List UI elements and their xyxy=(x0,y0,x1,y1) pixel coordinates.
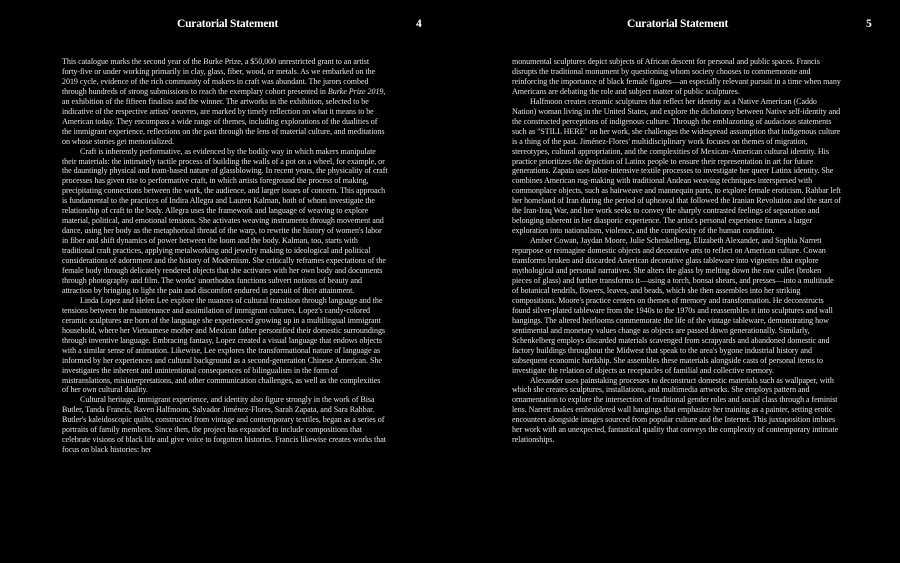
paragraph: Linda Lopez and Helen Lee explore the nuances of cultural transition through language and the tensions between the maintenance and assimilation of immigrant cultures. Lopez's candy-colored ceramic sculptures are born of the language she experienced growing up in a multilingual immigrant household, where her Vietnamese mother and Mexican father personified their domestic surroundings through inventive language. Embracing fantasy, Lopez created a visual language that endows objects with a similar sense of animation. Likewise, Lee explores the transformational nature of language as informed by her experiences and cultural background as a second-generation Chinese American. She investigates the inherent and unintentional consequences of bilingualism in the form of mistranslations, misinterpretations, and other communication challenges, as well as the complexities of her own cultural duality. xyxy=(62,295,386,395)
page-number: 4 xyxy=(416,18,422,30)
paragraph: Halfmoon creates ceramic sculptures that reflect her identity as a Native American (Caddo Nation) woman living in the United States, and explore the dichotomy between Native self-identity and the constructed perceptions of indigenous culture. Through the emblazoning of audacious statements such as "STILL HERE" on her work, she challenges the widespread assumption that indigenous culture is a thing of the past. Jiménez-Flores' multidisciplinary work focuses on themes of migration, stereotypes, cultural appropriation, and the complexities of Mexican-American cultural identity. His practice prioritizes the depiction of Latinx people to ensure their representation in art for future generations. Zapata uses labor-intensive textile processes to investigate her queer Latinx identity. She combines American rug-making with traditional Andean weaving techniques interspersed with commonplace objects, such as hairweave and mannequin parts, to explore female eroticism. Rahbar left her homeland of Iran during the period of upheaval that followed the Iranian Revolution and the start of the Iran-Iraq War, and her work seeks to convey the sharply contrasted feelings of separation and belonging inherent in her diasporic experience. The artist's personal experience frames a larger exploration into nationalism, violence, and the complexity of the human condition. xyxy=(512,96,841,236)
paragraph: Amber Cowan, Jaydan Moore, Julie Schenkelberg, Elizabeth Alexander, and Sophia Narrett repurpose or reimagine domestic objects and decorative arts to reflect on American culture. Cowan transforms broken and discarded American decorative glass tableware into vignettes that explore mythological and personal narratives. She alters the glass by melting down the raw cullet (broken pieces of glass) and further transforms it—using a torch, bonsai shears, and presses—into a multitude of botanical tendrils, flowers, leaves, and beads, which she then assembles into her striking compositions. Moore's practice centers on themes of memory and transformation. He deconstructs found silver-plated tableware from the 1940s to the 1970s and reassembles it into sculptures and wall hangings. The altered heirlooms commemorate the life of the vintage tableware, demonstrating how sentimental and monetary values change as objects are passed down generationally. Similarly, Schenkelberg employs discarded materials scavenged from scrapyards and abandoned domestic and factory buildings throughout the Midwest that speak to the area's bygone industrial history and subsequent economic hardship. She assembles these materials alongside casts of personal items to investigate the relation of objects as receptacles of familial and collective memory. xyxy=(512,236,834,375)
body-text xyxy=(62,57,388,455)
paragraph-text: , an exhibition of the fifteen finalists and the winner. The artworks in the exhibition, selected to be indicative of the respective artists' oeuvres, are marked by timely reflection on what it means to be American today. They encompass a wide range of themes, including explorations of the dualities of the immigrant experience, reflections on the past through the lens of material culture, and meditations on whose stories get memorialized. xyxy=(62,86,386,146)
paragraph: monumental sculptures depict subjects of African descent for personal and public spaces. Francis disrupts the traditional monument by questioning whom society chooses to commemorate and reinforcing the importance of black female figures—an especially relevant pursuit in a time when many Americans are debating the role and subject matter of public sculptures. xyxy=(512,57,841,96)
body-text xyxy=(512,57,842,445)
running-head: Curatorial Statement xyxy=(177,18,279,30)
right-page xyxy=(450,0,900,563)
paragraph-text: This catalogue marks the second year of the Burke Prize, a $50,000 unrestricted grant to an artist forty-five or under working primarily in clay, glass, fiber, wood, or metals. As we embarked on the 2019 cycle, evidence of the rich community of makers in craft was abundant. The jurors combed through hundreds of strong submissions to reach the exemplary cohort presented in xyxy=(62,57,376,96)
paragraph: Craft is inherently performative, as evidenced by the bodily way in which makers manipulate their materials: the intimately tactile process of building the walls of a pot on a wheel, for example, or the dauntingly physical and team-based nature of glassblowing. In recent years, the physicality of craft processes has given rise to performative craft, in which artists foreground the process of making, precipitating connections between the work, the audience, and larger issues of concern. This approach is fundamental to the practices of Indira Allegra and Lauren Kalman, both of whom investigate the relationship of craft to the body. Allegra uses the framework and language of weaving to explore material, political, and emotional tensions. She activates weaving instruments through movement and dance, using her body as the metaphorical thread of the warp, to rewrite the history of women's labor in fiber and shift dynamics of power between the loom and the body. Kalman, too, starts with traditional craft practices, applying metalworking and jewelry making to ideological and political considerations of adornment and the history of Modernism. She critically reframes expectations of the female body through delicately rendered objects that she activates with her own body and documents through photography and film. The works' unorthodox functions subvert notions of beauty and attraction by bringing to light the pain and discomfort endured in pursuit of their attainment. xyxy=(62,146,388,295)
paragraph: Alexander uses painstaking processes to deconstruct domestic materials such as wallpaper, with which she creates sculptures, installations, and multimedia artworks. She employs pattern and ornamentation to explore the intersection of traditional gender roles and social class through a feminist lens. Narrett makes embroidered wall hangings that emphasize her training as a painter, setting erotic encounters alongside images sourced from popular culture and the Internet. This juxtaposition imbues her work with an unexpected, fantastical quality that conveys the complexity of contemporary intimate relationships. xyxy=(512,375,839,445)
paragraph xyxy=(62,57,388,147)
paragraph: Cultural heritage, immigrant experience, and identity also figure strongly in the work of Bisa Butler, Tanda Francis, Raven Halfmoon, Salvador Jiménez-Flores, Sarah Zapata, and Sara Rahbar. Butler's kaleidoscopic quilts, constructed from vintage and contemporary textiles, began as a series of portraits of family members. Since then, the project has expanded to include compositions that celebrate visions of black life and give voice to forgotten histories. Francis likewise creates works that focus on black histories: her xyxy=(62,395,386,455)
running-head: Curatorial Statement xyxy=(627,18,729,30)
page-number: 5 xyxy=(866,18,872,30)
exhibition-title: Burke Prize 2019 xyxy=(327,86,384,96)
